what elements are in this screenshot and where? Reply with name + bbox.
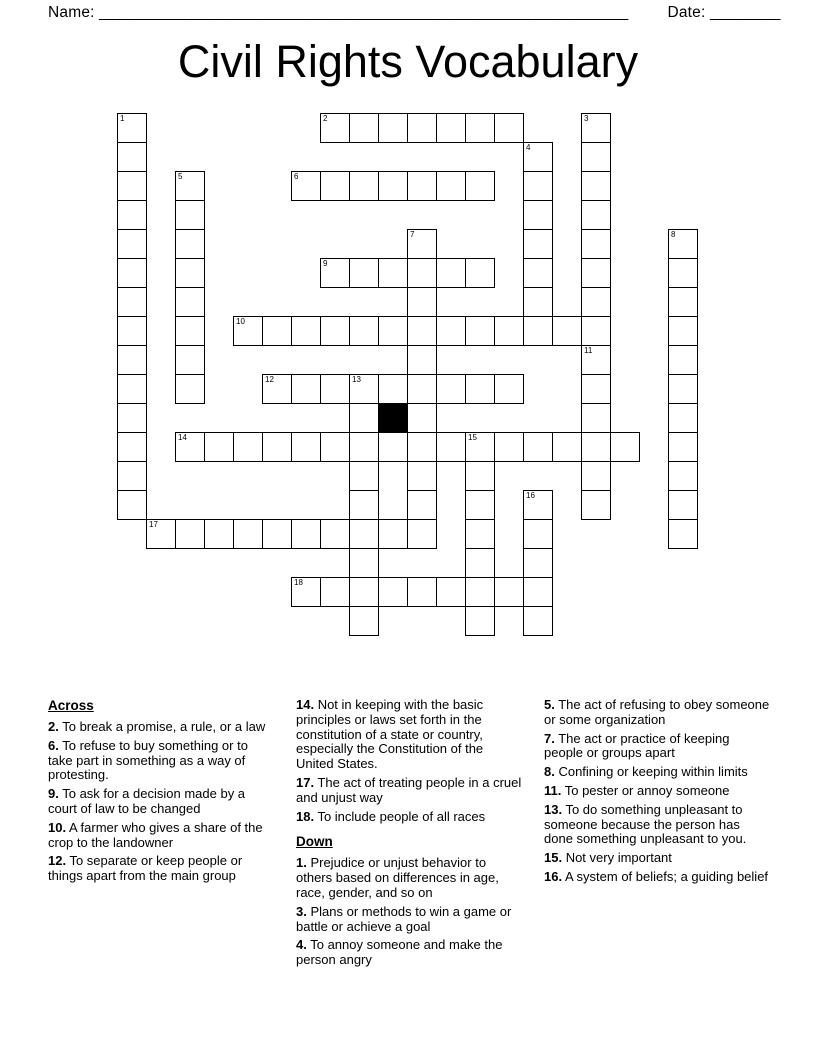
clue-text: A farmer who gives a share of the crop to the landowner — [48, 819, 263, 850]
grid-cell[interactable] — [262, 519, 292, 549]
grid-cell[interactable] — [175, 519, 205, 549]
grid-cell[interactable] — [175, 432, 205, 462]
grid-cell[interactable] — [320, 258, 350, 288]
grid-cell[interactable] — [117, 490, 147, 520]
grid-cell[interactable] — [378, 258, 408, 288]
grid-cell[interactable] — [581, 432, 611, 462]
grid-cell[interactable] — [523, 519, 553, 549]
grid-cell[interactable] — [494, 374, 524, 404]
grid-cell[interactable] — [407, 287, 437, 317]
grid-cell[interactable] — [407, 374, 437, 404]
clue-text: To include people of all races — [314, 808, 486, 824]
grid-cell[interactable] — [610, 432, 640, 462]
grid-cell[interactable] — [117, 432, 147, 462]
grid-cell[interactable] — [291, 577, 321, 607]
cell-number: 5 — [178, 172, 183, 181]
grid-cell[interactable] — [349, 258, 379, 288]
cell-number: 16 — [526, 491, 535, 500]
clue-item — [296, 698, 522, 772]
clue-text: Prejudice or unjust behavior to others based on differences in age, race, gender, and so on — [296, 855, 499, 900]
grid-cell[interactable] — [378, 113, 408, 143]
grid-cell[interactable] — [581, 200, 611, 230]
grid-cell[interactable] — [378, 316, 408, 346]
clue-number: 7. — [544, 730, 555, 746]
clue-item — [544, 870, 770, 885]
clue-text: To annoy someone and make the person angry — [296, 937, 503, 968]
grid-cell[interactable] — [233, 432, 263, 462]
grid-cell[interactable] — [523, 432, 553, 462]
grid-cell[interactable] — [320, 432, 350, 462]
clue-number: 15. — [544, 850, 563, 866]
clue-item — [544, 698, 770, 728]
clue-number: 11. — [544, 782, 562, 798]
clue-number: 5. — [544, 697, 555, 712]
grid-cell[interactable] — [407, 461, 437, 491]
clue-item — [48, 739, 274, 783]
cell-number: 2 — [323, 114, 328, 123]
grid-cell[interactable] — [436, 577, 466, 607]
clue-text: A system of beliefs; a guiding belief — [562, 868, 769, 884]
grid-cell[interactable] — [668, 490, 698, 520]
grid-cell[interactable] — [117, 258, 147, 288]
clues-across-header: Across — [48, 698, 94, 713]
clues-section — [48, 698, 770, 972]
grid-cell[interactable] — [523, 229, 553, 259]
cell-number: 13 — [352, 375, 361, 384]
grid-cell[interactable] — [465, 374, 495, 404]
grid-cell[interactable] — [320, 171, 350, 201]
grid-cell[interactable] — [581, 374, 611, 404]
grid-cell[interactable] — [668, 461, 698, 491]
clue-number: 3. — [296, 903, 307, 919]
clue-item — [296, 810, 522, 825]
grid-cell[interactable] — [436, 113, 466, 143]
grid-cell[interactable] — [523, 287, 553, 317]
grid-cell[interactable] — [465, 519, 495, 549]
grid-cell[interactable] — [668, 432, 698, 462]
grid-cell[interactable] — [407, 577, 437, 607]
grid-cell[interactable] — [465, 548, 495, 578]
grid-cell[interactable] — [523, 548, 553, 578]
grid-cell[interactable] — [523, 142, 553, 172]
cell-number: 6 — [294, 172, 299, 181]
grid-cell[interactable] — [320, 374, 350, 404]
clue-text: To break a promise, a rule, or a law — [58, 719, 266, 734]
grid-cell[interactable] — [349, 606, 379, 636]
grid-cell[interactable] — [523, 577, 553, 607]
grid-cell[interactable] — [523, 316, 553, 346]
grid-cell[interactable] — [175, 229, 205, 259]
grid-cell[interactable] — [349, 113, 379, 143]
grid-cell[interactable] — [175, 316, 205, 346]
grid-cell[interactable] — [436, 432, 466, 462]
grid-cell[interactable] — [668, 229, 698, 259]
grid-cell[interactable] — [378, 519, 408, 549]
grid-cell[interactable] — [349, 461, 379, 491]
grid-cell[interactable] — [117, 171, 147, 201]
grid-cell[interactable] — [204, 519, 234, 549]
cell-number: 4 — [526, 143, 531, 152]
clues-down-header: Down — [296, 834, 333, 850]
page-title: Civil Rights Vocabulary — [177, 36, 639, 87]
cell-number: 14 — [178, 433, 187, 442]
grid-cell[interactable] — [581, 461, 611, 491]
grid-cell[interactable] — [668, 287, 698, 317]
grid-cell[interactable] — [175, 345, 205, 375]
grid-cell[interactable] — [465, 316, 495, 346]
crossword-grid — [117, 113, 698, 636]
clue-number: 10. — [48, 819, 67, 835]
grid-cell[interactable] — [494, 316, 524, 346]
grid-cell[interactable] — [117, 316, 147, 346]
clue-item — [48, 821, 274, 851]
grid-cell[interactable] — [581, 258, 611, 288]
grid-cell[interactable] — [407, 345, 437, 375]
grid-cell[interactable] — [668, 519, 698, 549]
clue-text: Plans or methods to win a game or battle or achieve a goal — [296, 903, 512, 934]
grid-cell[interactable] — [407, 171, 437, 201]
grid-cell[interactable] — [552, 432, 582, 462]
grid-cell[interactable] — [320, 113, 350, 143]
grid-cell[interactable] — [465, 113, 495, 143]
grid-cell[interactable] — [581, 229, 611, 259]
grid-cell[interactable] — [668, 316, 698, 346]
clue-item — [544, 851, 770, 866]
clue-number: 13. — [544, 801, 563, 817]
name-label: Name: — [48, 4, 95, 21]
date-blank[interactable]: ________ — [710, 4, 781, 21]
grid-cell[interactable] — [117, 287, 147, 317]
grid-cell[interactable] — [320, 316, 350, 346]
clue-text: To do something unpleasant to someone because the person has done something unpleasant to you. — [544, 801, 747, 847]
clue-text: Not very important — [562, 850, 672, 866]
grid-cell[interactable] — [668, 345, 698, 375]
clue-text: The act or practice of keeping people or groups apart — [544, 730, 730, 761]
clue-number: 16. — [544, 868, 563, 884]
grid-cell[interactable] — [465, 490, 495, 520]
grid-cell[interactable] — [175, 258, 205, 288]
grid-cell[interactable] — [581, 403, 611, 433]
grid-cell[interactable] — [233, 519, 263, 549]
clue-item — [544, 803, 770, 847]
grid-cell[interactable] — [117, 461, 147, 491]
clue-number: 8. — [544, 764, 555, 780]
grid-cell[interactable] — [465, 461, 495, 491]
grid-cell[interactable] — [581, 316, 611, 346]
grid-cell[interactable] — [117, 113, 147, 143]
name-date-line — [48, 4, 781, 22]
grid-cell[interactable] — [581, 113, 611, 143]
grid-cell[interactable] — [349, 316, 379, 346]
grid-cell[interactable] — [175, 171, 205, 201]
grid-cell[interactable] — [291, 374, 321, 404]
grid-cell[interactable] — [581, 287, 611, 317]
cell-number: 1 — [120, 114, 125, 123]
grid-cell[interactable] — [407, 316, 437, 346]
grid-cell[interactable] — [349, 548, 379, 578]
grid-cell[interactable] — [581, 345, 611, 375]
grid-cell[interactable] — [407, 432, 437, 462]
cell-number: 9 — [323, 259, 328, 268]
grid-cell[interactable] — [465, 432, 495, 462]
clue-text: To separate or keep people or things apart from the main group — [48, 853, 243, 884]
grid-cell[interactable] — [349, 171, 379, 201]
clue-item — [48, 787, 274, 817]
grid-cell[interactable] — [291, 519, 321, 549]
grid-cell[interactable] — [494, 432, 524, 462]
clue-number: 9. — [48, 786, 59, 802]
grid-cell[interactable] — [378, 374, 408, 404]
grid-cell[interactable] — [581, 171, 611, 201]
grid-cell[interactable] — [320, 519, 350, 549]
clues-section-block — [296, 834, 522, 968]
clue-item — [296, 776, 522, 806]
grid-cell[interactable] — [668, 258, 698, 288]
grid-cell[interactable] — [523, 258, 553, 288]
grid-cell[interactable] — [175, 200, 205, 230]
grid-cell[interactable] — [349, 374, 379, 404]
clues-column — [48, 698, 274, 972]
grid-cell[interactable] — [117, 229, 147, 259]
clue-text: To ask for a decision made by a court of law to be changed — [48, 786, 246, 816]
clue-text: Confining or keeping within limits — [554, 764, 748, 780]
grid-cell[interactable] — [494, 577, 524, 607]
grid-cell[interactable] — [465, 258, 495, 288]
grid-cell[interactable] — [494, 113, 524, 143]
grid-cell[interactable] — [436, 258, 466, 288]
grid-cell[interactable] — [523, 490, 553, 520]
clue-number: 12. — [48, 853, 67, 869]
grid-cell[interactable] — [117, 345, 147, 375]
grid-cell[interactable] — [552, 316, 582, 346]
cell-number: 17 — [149, 520, 158, 529]
grid-cell[interactable] — [291, 432, 321, 462]
grid-cell[interactable] — [436, 316, 466, 346]
grid-cell[interactable] — [465, 606, 495, 636]
grid-cell[interactable] — [349, 403, 379, 433]
grid-cell[interactable] — [523, 200, 553, 230]
grid-cell[interactable] — [378, 432, 408, 462]
cell-number: 8 — [671, 230, 676, 239]
grid-cell[interactable] — [581, 490, 611, 520]
grid-cell[interactable] — [465, 171, 495, 201]
clue-item — [48, 720, 274, 735]
clue-text: The act of refusing to obey someone or some organization — [544, 697, 770, 727]
grid-cell[interactable] — [349, 577, 379, 607]
grid-cell[interactable] — [407, 490, 437, 520]
clue-number: 14. — [296, 697, 315, 712]
grid-cell[interactable] — [465, 577, 495, 607]
date-label: Date: — [667, 4, 706, 21]
clue-item — [296, 905, 522, 935]
cell-number: 18 — [294, 578, 303, 587]
grid-cell[interactable] — [117, 142, 147, 172]
grid-cell[interactable] — [378, 577, 408, 607]
clue-number: 6. — [48, 737, 59, 753]
grid-cell[interactable] — [407, 258, 437, 288]
cell-number: 15 — [468, 433, 477, 442]
clue-item — [544, 765, 770, 780]
grid-cell[interactable] — [233, 316, 263, 346]
grid-cell[interactable] — [320, 577, 350, 607]
grid-cell[interactable] — [204, 432, 234, 462]
grid-cell[interactable] — [436, 374, 466, 404]
cell-number: 7 — [410, 230, 415, 239]
grid-cell[interactable] — [117, 374, 147, 404]
clues-section-block — [544, 698, 770, 885]
cell-number: 3 — [584, 114, 589, 123]
grid-cell[interactable] — [407, 229, 437, 259]
grid-cell[interactable] — [175, 287, 205, 317]
clues-section-block — [48, 698, 274, 884]
grid-cell[interactable] — [291, 316, 321, 346]
clue-number: 2. — [48, 719, 59, 734]
cell-number: 11 — [584, 346, 593, 355]
grid-cell[interactable] — [175, 374, 205, 404]
grid-cell[interactable] — [523, 171, 553, 201]
cell-number: 12 — [265, 375, 274, 384]
grid-cell[interactable] — [349, 490, 379, 520]
grid-cell[interactable] — [668, 403, 698, 433]
clue-item — [48, 854, 274, 884]
grid-cell[interactable] — [349, 432, 379, 462]
clue-text: To refuse to buy something or to take part in something as a way of protesting. — [48, 737, 248, 783]
clue-item — [296, 938, 522, 968]
clue-number: 17. — [296, 774, 315, 790]
clue-number: 4. — [296, 937, 307, 953]
grid-cell[interactable] — [146, 519, 176, 549]
clues-section-block — [296, 698, 522, 824]
clue-text: Not in keeping with the basic principles or laws set forth in the constitution of a state or country, especially the Constitution of the United States. — [296, 697, 484, 772]
clue-item — [296, 856, 522, 900]
clue-number: 1. — [296, 855, 307, 871]
grid-cell[interactable] — [581, 142, 611, 172]
grid-cell[interactable] — [349, 519, 379, 549]
grid-cell[interactable] — [117, 403, 147, 433]
grid-cell[interactable] — [523, 606, 553, 636]
clue-item — [544, 732, 770, 762]
clues-column — [296, 698, 522, 972]
grid-cell[interactable] — [407, 403, 437, 433]
grid-cell[interactable] — [436, 171, 466, 201]
clue-text: To pester or annoy someone — [561, 782, 730, 798]
grid-cell[interactable] — [407, 519, 437, 549]
name-blank[interactable]: ____________________________________________________________ — [99, 4, 629, 21]
grid-cell[interactable] — [262, 432, 292, 462]
grid-cell[interactable] — [117, 200, 147, 230]
clues-column — [544, 698, 770, 972]
grid-cell[interactable] — [291, 171, 321, 201]
grid-cell[interactable] — [262, 316, 292, 346]
grid-cell[interactable] — [407, 113, 437, 143]
grid-cell[interactable] — [262, 374, 292, 404]
grid-cell[interactable] — [668, 374, 698, 404]
cell-number: 10 — [236, 317, 245, 326]
black-cell — [378, 403, 408, 433]
clue-text: The act of treating people in a cruel and unjust way — [296, 774, 522, 805]
grid-cell[interactable] — [378, 171, 408, 201]
clue-item — [544, 784, 770, 799]
clue-number: 18. — [296, 808, 315, 824]
